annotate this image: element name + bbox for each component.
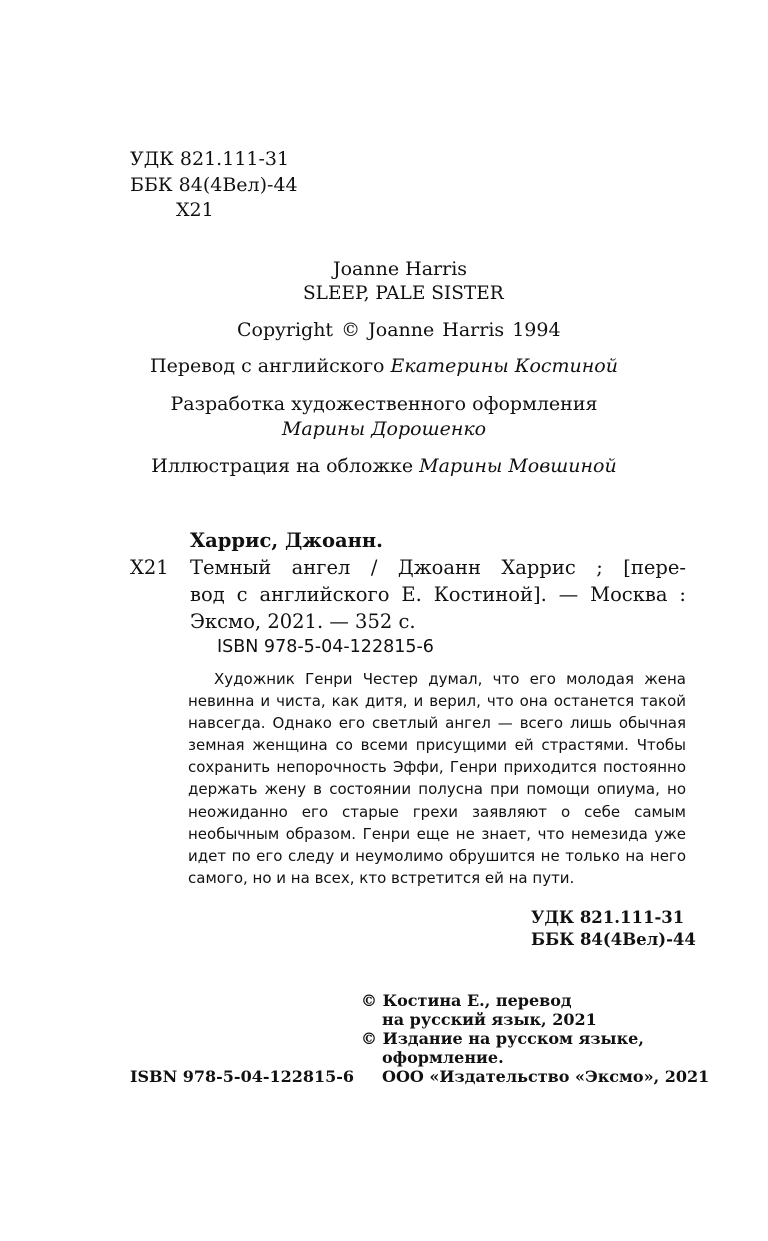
original-copyright: Copyright © Joanne Harris 1994 bbox=[237, 319, 561, 341]
designer-name: Марины Дорошенко bbox=[281, 418, 487, 440]
design-credit-label: Разработка художественного оформления bbox=[170, 393, 598, 415]
copyright-edition-1: © Издание на русском языке, bbox=[361, 1029, 644, 1048]
bbk-code: ББК 84(4Вел)-44 bbox=[130, 174, 298, 196]
biblio-line-3: Эксмо, 2021. — 352 с. bbox=[190, 610, 416, 633]
translator-name: Екатерины Костиной bbox=[390, 355, 618, 377]
annotation-udk: УДК 821.111-31 bbox=[531, 908, 685, 927]
biblio-isbn: ISBN 978-5-04-122815-6 bbox=[217, 637, 434, 657]
biblio-author-mark: Х21 bbox=[130, 556, 169, 579]
udk-code: УДК 821.111-31 bbox=[130, 148, 290, 170]
copyright-translation-1: © Костина Е., перевод bbox=[361, 991, 572, 1010]
biblio-heading: Харрис, Джоанн. bbox=[190, 529, 383, 552]
translation-prefix: Перевод с английского bbox=[150, 355, 385, 377]
author-mark: Х21 bbox=[176, 199, 214, 221]
copyright-edition-3: ООО «Издательство «Эксмо», 2021 bbox=[382, 1067, 710, 1086]
annotation-paragraph: Художник Генри Честер думал, что его молодая жена невинна и чиста, как дитя, и верил, что она останется такой навсегда. Однако его светлый ангел — всего лишь обычная земная женщина со всеми присущими ей страстями. Чтобы сохранить непорочность Эффи, Генри приходится постоянно держать жену в состоянии полусна при помощи опиума, но неожиданно его старые грехи заявляют о себе самым необычным образом. Генри еще не знает, что немезида уже идет по его следу и неумолимо обрушится не только на него самого, но и на всех, кто встретится ей на пути. bbox=[188, 670, 686, 887]
biblio-line-1: Темный ангел / Джоанн Харрис ; [пере- bbox=[190, 556, 686, 579]
translation-credit bbox=[0, 355, 768, 377]
original-author: Joanne Harris bbox=[333, 258, 468, 280]
copyright-translation-2: на русский язык, 2021 bbox=[382, 1010, 597, 1029]
annotation-bbk: ББК 84(4Вел)-44 bbox=[531, 930, 696, 949]
illustration-prefix: Иллюстрация на обложке bbox=[151, 455, 414, 477]
copyright-edition-2: оформление. bbox=[382, 1048, 504, 1067]
original-title: SLEEP, PALE SISTER bbox=[303, 283, 504, 304]
illustrator-name: Марины Мовшиной bbox=[419, 455, 617, 477]
footer-isbn: ISBN 978-5-04-122815-6 bbox=[130, 1067, 355, 1086]
biblio-line-2: вод с английского Е. Костиной]. — Москва : bbox=[190, 583, 686, 606]
illustration-credit bbox=[0, 455, 768, 477]
